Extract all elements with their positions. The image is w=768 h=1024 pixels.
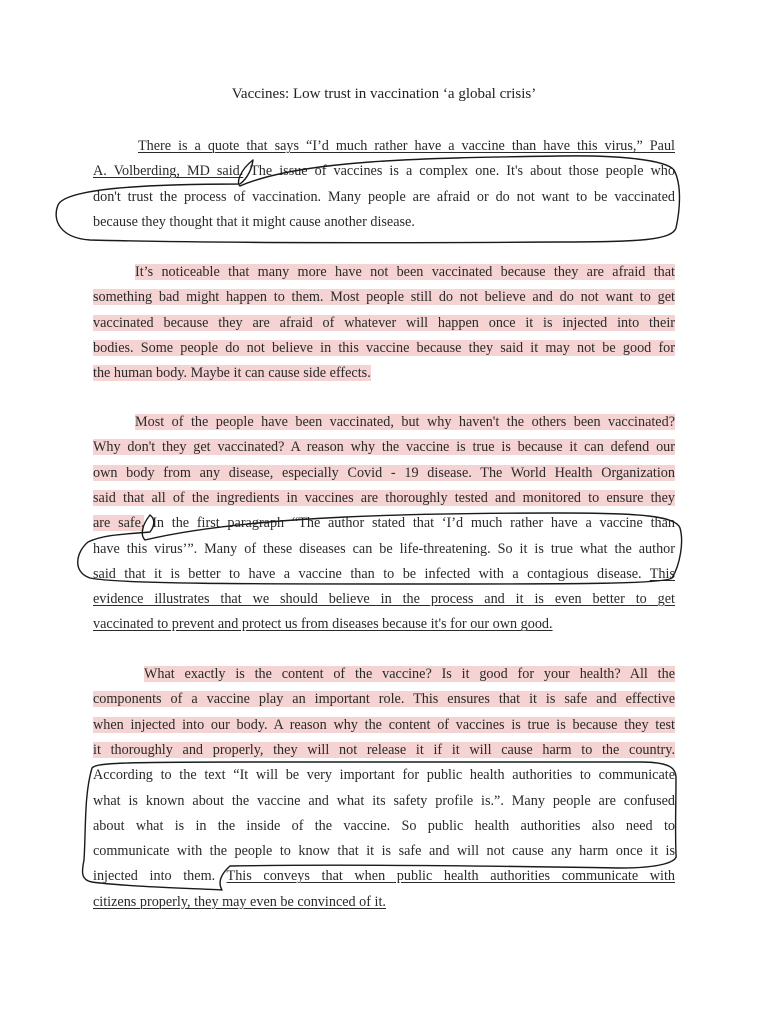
text-line <box>93 740 675 761</box>
highlighted-text: bodies. Some people do not believe in this vaccine because they said it may not be good for <box>93 339 675 356</box>
highlighted-text: it thoroughly and properly, they will not release it if it will cause harm to the country. <box>93 741 675 758</box>
text-line <box>93 614 675 635</box>
text-line <box>93 437 675 458</box>
highlighted-text: the human body. Maybe it can cause side effects. <box>93 365 371 382</box>
text-line <box>93 715 675 736</box>
highlighted-text: own body from any disease, especially Covid - 19 disease. The World Health Organization <box>93 464 675 481</box>
text-line <box>93 513 675 534</box>
text-line <box>93 841 675 862</box>
text-line <box>93 287 675 308</box>
text-line <box>93 161 675 182</box>
text-segment: The issue of vaccines is a complex one. It's about those people who <box>243 163 675 180</box>
text-segment: injected into them. <box>93 868 227 885</box>
text-segment: don't trust the process of vaccination. Many people are afraid or do not want to be vaccinated <box>93 188 675 205</box>
text-line <box>93 664 675 685</box>
text-segment: said that it is better to have a vaccine than to be infected with a contagious disease. <box>93 565 650 582</box>
text-line <box>93 338 675 359</box>
underlined-text: evidence illustrates that we should believe in the process and it is even better to get <box>93 591 675 608</box>
text-segment: have this virus’”. Many of these diseases can be life-threatening. So it is true what the author <box>93 540 675 557</box>
text-line <box>93 866 675 887</box>
highlighted-text: components of a vaccine play an important role. This ensures that it is safe and effective <box>93 691 675 708</box>
text-line <box>93 262 675 283</box>
text-line <box>93 791 675 812</box>
text-line <box>93 892 675 913</box>
text-line <box>93 212 675 233</box>
highlighted-text: when injected into our body. A reason why the content of vaccines is true is because they test <box>93 716 675 733</box>
text-line <box>93 363 675 384</box>
underlined-text: citizens properly, they may even be convinced of it. <box>93 893 386 910</box>
underlined-text: vaccinated to prevent and protect us from diseases because it's for our own good. <box>93 616 553 633</box>
text-line <box>93 564 675 585</box>
text-line <box>93 187 675 208</box>
text-line <box>93 313 675 334</box>
text-segment: about what is in the inside of the vaccine. So public health authorities also need to <box>93 817 675 834</box>
underlined-text: This <box>649 565 675 582</box>
text-segment: communicate with the people to know that it is safe and will not cause any harm once it is <box>93 843 675 860</box>
text-line <box>93 539 675 560</box>
text-line <box>93 765 675 786</box>
text-line <box>93 463 675 484</box>
highlighted-text: are safe. <box>93 515 145 532</box>
text-segment: According to the text “It will be very important for public health authorities to communicate <box>93 767 675 784</box>
text-line <box>93 589 675 610</box>
highlighted-text: said that all of the ingredients in vaccines are thoroughly tested and monitored to ensure they <box>93 489 675 506</box>
underlined-text: A. Volberding, MD said. <box>93 163 244 180</box>
text-line <box>93 412 675 433</box>
highlighted-text: vaccinated because they are afraid of whatever will happen once it is injected into their <box>93 314 675 331</box>
text-segment: what is known about the vaccine and what its safety profile is.”. Many people are confused <box>93 792 675 809</box>
highlighted-text: Most of the people have been vaccinated, but why haven't the others been vaccinated? <box>135 414 675 430</box>
underlined-text: This conveys that when public health authorities communicate with <box>226 868 675 885</box>
text-segment: In the first paragraph “The author stated that ‘I’d much rather have a vaccine than <box>144 515 675 532</box>
text-segment: because they thought that it might cause another disease. <box>93 213 415 230</box>
document-title: Vaccines: Low trust in vaccination ‘a global crisis’ <box>231 86 537 102</box>
underlined-text: There is a quote that says “I’d much rather have a vaccine than have this virus,” Paul <box>138 138 675 154</box>
highlighted-text: It’s noticeable that many more have not been vaccinated because they are afraid that <box>135 264 675 280</box>
text-line <box>93 488 675 509</box>
highlighted-text: Why don't they get vaccinated? A reason why the vaccine is true is because it can defend our <box>93 439 675 456</box>
text-line <box>93 816 675 837</box>
highlighted-text: What exactly is the content of the vaccine? Is it good for your health? All the <box>144 666 675 682</box>
text-line <box>93 136 675 157</box>
highlighted-text: something bad might happen to them. Most people still do not believe and do not want to get <box>93 289 675 306</box>
text-line <box>93 689 675 710</box>
